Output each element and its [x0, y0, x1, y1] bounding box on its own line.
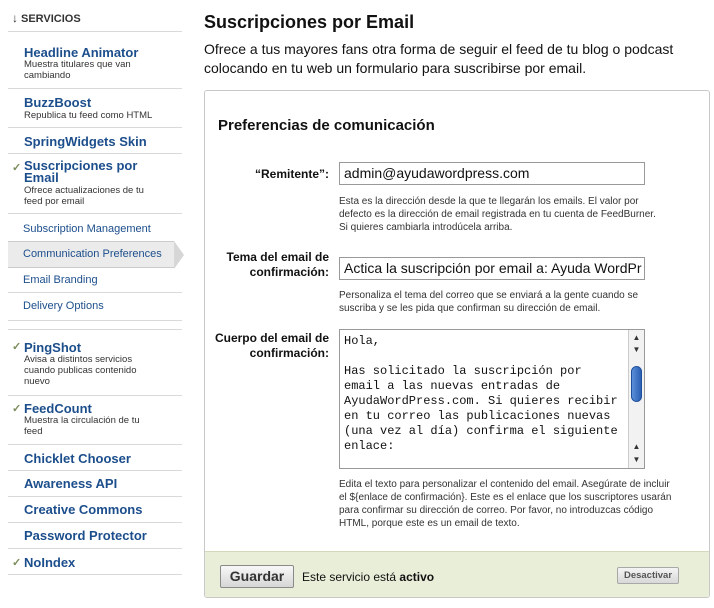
- preferences-panel: [204, 90, 710, 598]
- sidebar-item-creative-commons[interactable]: Creative Commons: [24, 502, 143, 517]
- sidebar-heading: ↓ SERVICIOS: [12, 11, 81, 25]
- divider: [8, 522, 182, 523]
- panel-title: Preferencias de comunicación: [218, 117, 435, 134]
- service-status: Este servicio está activo: [302, 570, 435, 584]
- sidebar-item-noindex[interactable]: ✓ NoIndex: [12, 555, 76, 570]
- check-icon: ✓: [12, 341, 22, 353]
- scroll-down-icon[interactable]: ▼: [632, 455, 641, 464]
- divider: [8, 320, 182, 321]
- services-sidebar: [0, 0, 182, 608]
- sender-help: Esta es la dirección desde la que te llegarán los emails. El valor por defecto es la dirección de email registrada en tu cuenta de FeedBurner. Si quieres cambiarla introdúcela arriba.: [339, 196, 656, 233]
- sidebar-item-chicklet-chooser[interactable]: Chicklet Chooser: [24, 451, 131, 466]
- divider: [8, 470, 182, 471]
- divider: [8, 329, 182, 330]
- sidebar-item-springwidgets-skin[interactable]: SpringWidgets Skin: [24, 134, 147, 149]
- sidebar-item-password-protector[interactable]: Password Protector: [24, 528, 147, 543]
- subject-field[interactable]: Actica la suscripción por email a: Ayuda WordPr: [339, 257, 645, 280]
- divider: [8, 496, 182, 497]
- divider: [8, 395, 182, 396]
- scrollbar-thumb[interactable]: [631, 366, 642, 402]
- divider: [8, 213, 182, 214]
- subject-label: Tema del email de confirmación:: [226, 250, 329, 279]
- body-textarea[interactable]: [339, 329, 645, 469]
- page-title: Suscripciones por Email: [204, 12, 415, 32]
- divider: [8, 88, 182, 89]
- sender-field[interactable]: admin@ayudawordpress.com: [339, 162, 645, 185]
- subitem-communication-preferences[interactable]: Communication Preferences: [23, 248, 162, 260]
- sidebar-item-headline-animator[interactable]: Headline Animator Muestra titulares que van cambiando: [24, 45, 139, 81]
- check-icon: ✓: [12, 162, 22, 174]
- status-value: activo: [399, 570, 435, 584]
- body-text: Hola, Has solicitado la suscripción por email a las nuevas entradas de AyudaWordPress.com. Si quieres recibir en tu correo las publicaciones nuevas (una vez al día) confirma el siguiente enlace:: [344, 334, 618, 453]
- sender-label: “Remitente”:: [254, 167, 329, 181]
- divider: [8, 127, 182, 128]
- deactivate-button[interactable]: Desactivar: [617, 567, 679, 584]
- subitem-email-branding[interactable]: Email Branding: [23, 274, 98, 286]
- down-arrow-icon: ↓: [12, 11, 18, 25]
- textarea-scrollbar[interactable]: [628, 330, 644, 468]
- sidebar-item-pingshot[interactable]: ✓ PingShot Avisa a distintos servicios cuando publicas contenido nuevo: [12, 340, 137, 387]
- save-button[interactable]: Guardar: [220, 565, 294, 588]
- check-icon: ✓: [12, 557, 22, 569]
- subitem-delivery-options[interactable]: Delivery Options: [23, 300, 104, 312]
- subitem-subscription-management[interactable]: Subscription Management: [23, 223, 151, 235]
- sidebar-item-email-subscriptions[interactable]: ✓ Suscripciones por Email Ofrece actualizaciones de tu feed por email: [12, 158, 144, 207]
- scroll-up-icon[interactable]: ▲: [632, 333, 641, 342]
- divider: [8, 574, 182, 575]
- scroll-down-icon[interactable]: ▼: [632, 345, 641, 354]
- divider: [8, 31, 182, 32]
- page-intro: Ofrece a tus mayores fans otra forma de seguir el feed de tu blog o podcast colocando en tu web un formulario para suscribirse por email.: [204, 41, 674, 76]
- body-help: Edita el texto para personalizar el contenido del email. Asegúrate de incluir el ${enlace de confirmación}. Este es el enlace que los suscriptores usarán para confirmar su dirección de correo. Por favor, no introduzcas código HTML, porque este es un email de texto.: [339, 479, 672, 529]
- subject-help: Personaliza el tema del correo que se enviará a la gente cuando se suscriba y se les pida que confirman su dirección de email.: [339, 290, 639, 314]
- scroll-up-icon[interactable]: ▲: [632, 442, 641, 451]
- sidebar-item-feedcount[interactable]: ✓ FeedCount Muestra la circulación de tu feed: [12, 401, 140, 437]
- body-label: Cuerpo del email de confirmación:: [214, 331, 329, 360]
- divider: [8, 292, 182, 293]
- divider: [8, 153, 182, 154]
- sidebar-item-awareness-api[interactable]: Awareness API: [24, 476, 118, 491]
- check-icon: ✓: [12, 403, 22, 415]
- divider: [8, 548, 182, 549]
- divider: [8, 444, 182, 445]
- panel-footer: [205, 551, 710, 598]
- sidebar-item-buzzboost[interactable]: BuzzBoost Republica tu feed como HTML: [24, 95, 153, 121]
